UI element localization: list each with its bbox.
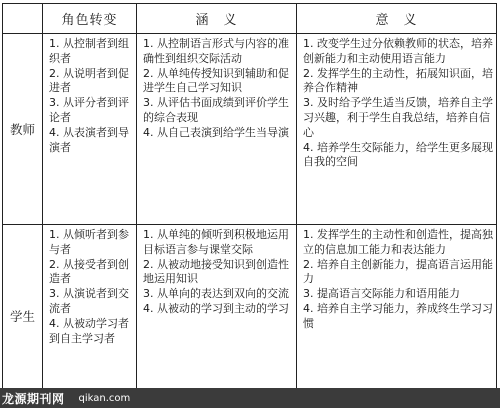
header-blank-cell: [3, 4, 43, 34]
list-item: 4. 培养自主学习能力，养成终生学习习惯: [303, 301, 493, 330]
list-item: 1. 从控制者到组织者: [49, 37, 129, 65]
list-item: 2. 从被动地接受知识到创造性地运用知识: [143, 257, 289, 286]
list-item: 1. 从控制语言形式与内容的准确性到组织交际活动: [143, 37, 289, 65]
list-item: 3. 从评估书面成绩到评价学生的综合表现: [143, 96, 289, 124]
list-item: 2. 从说明者到促进者: [49, 66, 129, 95]
list-item: 1. 从倾听者到参与者: [49, 228, 129, 256]
table-header-row: [3, 4, 497, 34]
header-meaning: 涵 义: [137, 4, 297, 34]
table-row-teacher: [3, 34, 497, 225]
list-item: 4. 从自己表演到给学生当导演: [143, 125, 289, 139]
list-item: 2. 从接受者到创造者: [49, 257, 129, 286]
list-item: 2. 培养自主创新能力，提高语言运用能力: [303, 257, 493, 286]
teacher-meanings-cell: [137, 34, 297, 225]
teacher-changes-cell: [43, 34, 137, 225]
list-item: 3. 从评分者到评论者: [49, 96, 129, 124]
list-item: 1. 改变学生过分依赖教师的状态，培养创新能力和主动使用语言能力: [303, 37, 493, 65]
watermark-logo: 龙源期刊网: [2, 391, 65, 406]
teacher-significance-cell: [297, 34, 497, 225]
table-row-student: [3, 225, 497, 407]
list-item: 3. 从单向的表达到双向的交流: [143, 287, 289, 301]
list-item: 3. 及时给予学生适当反馈，培养自主学习兴趣，利于学生自我总结，培养自信心: [303, 96, 493, 139]
header-significance: 意 义: [297, 4, 497, 34]
role-label-student: 学生: [3, 225, 43, 407]
role-label-teacher: 教师: [3, 34, 43, 225]
list-item: 1. 从单纯的倾听到积极地运用目标语言参与课堂交际: [143, 228, 289, 256]
role-change-table: [2, 3, 497, 407]
list-item: 2. 从单纯传授知识到辅助和促进学生自己学习知识: [143, 66, 289, 95]
list-item: 3. 提高语言交际能力和语用能力: [303, 287, 460, 301]
list-item: 3. 从演说者到交流者: [49, 287, 129, 315]
list-item: 4. 培养学生交际能力，给学生更多展现自我的空间: [303, 140, 493, 169]
list-item: 2. 发挥学生的主动性，拓展知识面，培养合作精神: [303, 66, 493, 95]
list-item: 4. 从被动学习者到自主学习者: [49, 316, 129, 345]
student-meanings-cell: [137, 225, 297, 407]
header-role-change: 角色转变: [43, 4, 137, 34]
list-item: 1. 发挥学生的主动性和创造性，提高独立的信息加工能力和表达能力: [303, 228, 493, 256]
student-significance-cell: [297, 225, 497, 407]
watermark-url: qikan.com: [78, 392, 131, 404]
student-changes-cell: [43, 225, 137, 407]
list-item: 4. 从被动的学习到主动的学习: [143, 301, 289, 315]
watermark-bar: [0, 388, 500, 408]
list-item: 4. 从表演者到导演者: [49, 125, 129, 154]
